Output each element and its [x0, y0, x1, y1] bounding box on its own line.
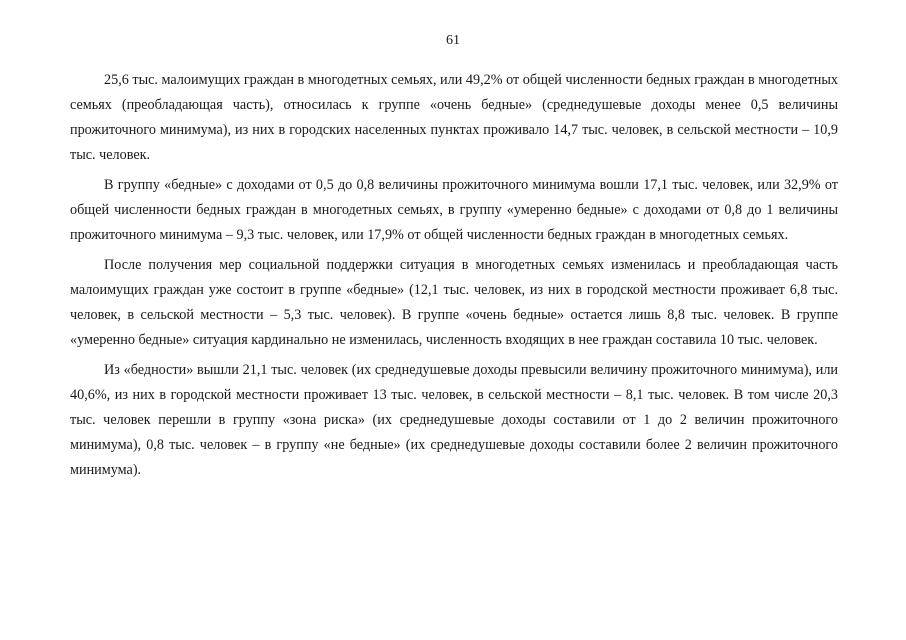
document-body [70, 68, 838, 488]
paragraph-4: Из «бедности» вышли 21,1 тыс. человек (их среднедушевые доходы превысили величину прожиточного минимума), или 40,6%, из них в городской местности проживает 13 тыс. человек, в сельской местности – 8,1 тыс. человек. В том числе 20,3 тыс. человек перешли в группу «зона риска» (их среднедушевые доходы составили от 1 до 2 величин прожиточного минимума), 0,8 тыс. человек – в группу «не бедные» (их среднедушевые доходы составили более 2 величин прожиточного минимума). [70, 362, 838, 478]
paragraph-2: В группу «бедные» с доходами от 0,5 до 0,8 величины прожиточного минимума вошли 17,1 тыс. человек, или 32,9% от общей численности бедных граждан в многодетных семьях, в группу «умеренно бедные» с доходами от 0,8 до 1 величины прожиточного минимума – 9,3 тыс. человек, или 17,9% от общей численности бедных граждан в многодетных семьях. [70, 177, 838, 243]
paragraph-1: 25,6 тыс. малоимущих граждан в многодетных семьях, или 49,2% от общей численности бедных граждан в многодетных семьях (преобладающая часть), относилась к группе «очень бедные» (среднедушевые доходы менее 0,5 величины прожиточного минимума), из них в городских населенных пунктах проживало 14,7 тыс. человек, в сельской местности – 10,9 тыс. человек. [70, 72, 838, 163]
paragraph-3: После получения мер социальной поддержки ситуация в многодетных семьях изменилась и преобладающая часть малоимущих граждан уже состоит в группе «бедные» (12,1 тыс. человек, из них в городской местности проживает 6,8 тыс. человек, в сельской местности – 5,3 тыс. человек). В группе «очень бедные» остается лишь 8,8 тыс. человек. В группе «умеренно бедные» ситуация кардинально не изменилась, численность входящих в нее граждан составила 10 тыс. человек. [70, 257, 838, 348]
page-number: 61 [446, 33, 460, 48]
